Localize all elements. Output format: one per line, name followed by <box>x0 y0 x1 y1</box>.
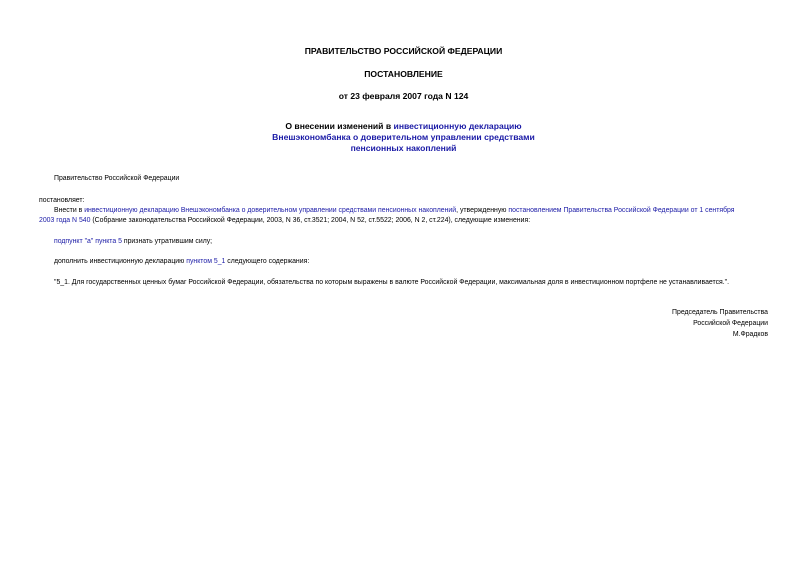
link-government-resolution-cont[interactable]: 2003 года N 540 <box>39 217 91 224</box>
link-government-resolution[interactable]: постановлением Правительства Российской Федерации от 1 сентября <box>508 207 735 214</box>
main-rest: (Собрание законодательства Российской Федерации, 2003, N 36, ст.3521; 2004, N 52, ст.5522; 2006, N 2, ст.224), следующие изменения: <box>90 217 531 224</box>
title-link-investment-declaration[interactable]: инвестиционную декларацию <box>393 121 522 131</box>
resolves-text: постановляет: <box>39 197 85 204</box>
item2-rest: следующего содержания: <box>225 258 310 265</box>
title-prefix: О внесении изменений в <box>285 121 394 131</box>
title-line-1 <box>0 121 807 132</box>
change-item-2 <box>54 256 309 267</box>
signature-name: М.Фрадков <box>732 331 768 338</box>
signature-block <box>672 307 768 340</box>
signature-org: Российской Федерации <box>693 320 768 327</box>
main-mid: , утвержденную <box>456 207 509 214</box>
title-link-line-3[interactable]: пенсионных накоплений <box>350 143 457 153</box>
change-item-1 <box>54 236 212 247</box>
main-paragraph-line-2 <box>39 215 530 226</box>
new-point-5-1-text: "5_1. Для государственных ценных бумаг Российской Федерации, обязательства по которым выражены в валюте Российской Федерации, максимальная доля в инвестиционном портфеле не устанавливается.". <box>54 279 730 286</box>
document-title <box>0 121 807 154</box>
title-link-line-2[interactable]: Внешэкономбанка о доверительном управлении средствами <box>272 132 535 142</box>
main-intro: Внести в <box>54 207 85 214</box>
signature-position: Председатель Правительства <box>672 309 768 316</box>
item1-rest: признать утратившим силу; <box>121 238 213 245</box>
item2-pre: дополнить инвестиционную декларацию <box>54 258 187 265</box>
document-type-heading: ПОСТАНОВЛЕНИЕ <box>364 69 443 79</box>
link-investment-declaration-veb[interactable]: инвестиционную декларацию Внешэкономбанка о доверительном управлении средствами пенсионных накоплений <box>84 207 457 214</box>
link-point-5-1[interactable]: пунктом 5_1 <box>186 258 226 265</box>
document-date-number: от 23 февраля 2007 года N 124 <box>338 91 469 101</box>
government-text: Правительство Российской Федерации <box>54 175 180 182</box>
issuer-heading: ПРАВИТЕЛЬСТВО РОССИЙСКОЙ ФЕДЕРАЦИИ <box>304 46 503 56</box>
link-subparagraph-a-point-5[interactable]: подпункт "а" пункта 5 <box>54 238 122 245</box>
